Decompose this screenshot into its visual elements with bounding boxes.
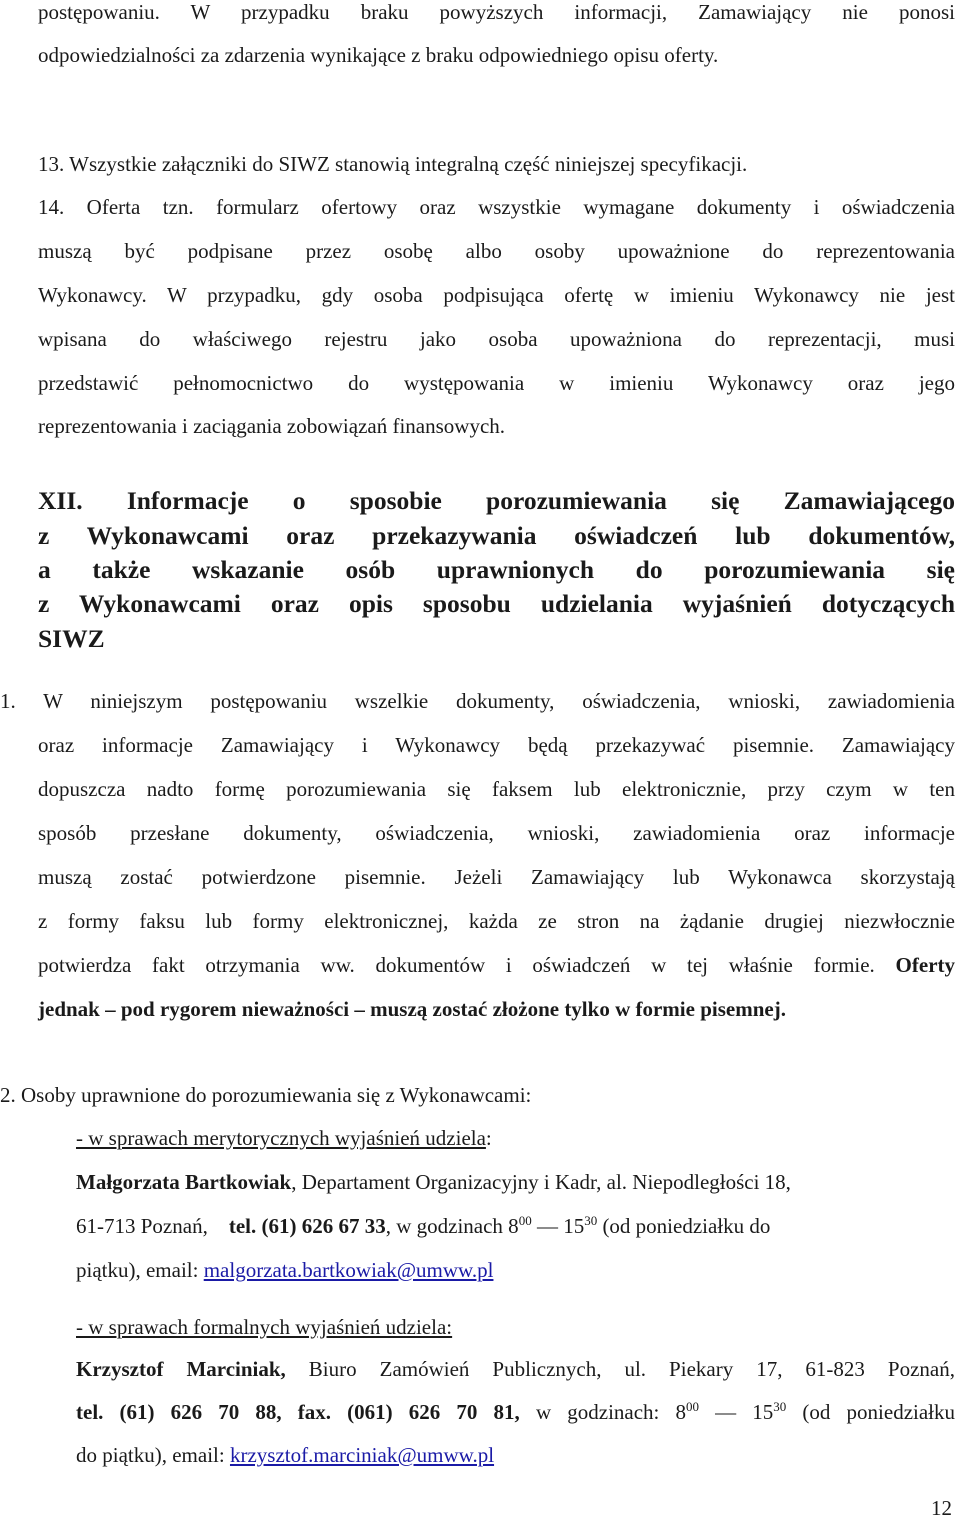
person-2-email-link[interactable]: krzysztof.marciniak@umww.pl xyxy=(229,1443,495,1467)
person-2-hours-sup-2: 30 xyxy=(773,1399,787,1414)
person-1-line-1 xyxy=(76,1170,791,1195)
person-1-line-2 xyxy=(76,1214,770,1239)
sub-heading-substantive-text: - w sprawach merytorycznych wyjaśnień udziela xyxy=(76,1126,486,1150)
item-14-line-2: muszą być podpisane przez osobę albo osoby upoważnione do reprezentowania xyxy=(38,239,955,263)
person-1-email-link[interactable]: malgorzata.bartkowiak@umww.pl xyxy=(203,1258,494,1282)
point-1-line-1: 1. W niniejszym postępowaniu wszelkie dokumenty, oświadczenia, wnioski, zawiadomienia xyxy=(0,689,955,713)
point-1-line-2: oraz informacje Zamawiający i Wykonawcy będą przekazywać pisemnie. Zamawiający xyxy=(38,733,955,757)
sub-heading-substantive xyxy=(76,1126,492,1151)
section-heading-line-4: z Wykonawcami oraz opis sposobu udzielania wyjaśnień dotyczących xyxy=(38,589,955,618)
item-14-line-5: przedstawić pełnomocnictwo do występowania w imieniu Wykonawcy oraz jego xyxy=(38,371,955,395)
person-1-line-3 xyxy=(76,1258,493,1283)
item-13: 13. Wszystkie załączniki do SIWZ stanowią integralną część niniejszej specyfikacji. xyxy=(38,152,748,176)
person-1-hours-sup-1: 00 xyxy=(518,1213,532,1228)
sub-heading-formal: - w sprawach formalnych wyjaśnień udziela: xyxy=(76,1315,453,1339)
point-1-line-7-text: potwierdza fakt otrzymania ww. dokumentów i oświadczeń w tej właśnie formie. xyxy=(38,953,875,977)
person-2-hours-sup-1: 00 xyxy=(686,1399,700,1414)
person-1-hours-dash: — 15 xyxy=(531,1214,585,1238)
point-1-line-3: dopuszcza nadto formę porozumiewania się faksem lub elektronicznie, przy czym w ten xyxy=(38,777,955,801)
section-heading-line-2: z Wykonawcami oraz przekazywania oświadczeń lub dokumentów, xyxy=(38,521,955,550)
sub-heading-substantive-colon: : xyxy=(485,1126,492,1150)
item-14-line-1: 14. Oferta tzn. formularz ofertowy oraz wszystkie wymagane dokumenty i oświadczenia xyxy=(38,195,955,219)
point-1-line-6: z formy faksu lub formy elektronicznej, każda ze stron na żądanie drugiej niezwłocznie xyxy=(38,909,955,933)
person-2-tel-fax: tel. (61) 626 70 88, fax. (061) 626 70 81, xyxy=(76,1400,520,1424)
section-heading-line-1: XII. Informacje o sposobie porozumiewania się Zamawiającego xyxy=(38,486,955,515)
intro-line-2: odpowiedzialności za zdarzenia wynikające z braku odpowiedniego opisu oferty. xyxy=(38,43,719,67)
item-14-line-3: Wykonawcy. W przypadku, gdy osoba podpisująca ofertę w imieniu Wykonawcy nie jest xyxy=(38,283,955,307)
person-2-line-1 xyxy=(76,1357,955,1382)
point-1-line-7 xyxy=(38,953,955,978)
page-number: 12 xyxy=(931,1496,952,1520)
person-2-hours-pre: w godzinach: 8 xyxy=(519,1400,687,1424)
person-2-line-2 xyxy=(76,1400,955,1425)
section-heading-line-5: SIWZ xyxy=(38,624,105,653)
person-2-dept: Biuro Zamówień Publicznych, ul. Piekary 17, 61-823 Poznań, xyxy=(285,1357,955,1381)
point-1-line-4: sposób przesłane dokumenty, oświadczenia, wnioski, zawiadomienia oraz informacje xyxy=(38,821,955,845)
point-1-line-8: jednak – pod rygorem nieważności – muszą zostać złożone tylko w formie pisemnej. xyxy=(38,997,786,1021)
point-1-line-7-bold: Oferty xyxy=(895,953,956,977)
person-2-line-3 xyxy=(76,1443,494,1468)
person-1-email-label: piątku), email: xyxy=(76,1258,204,1282)
item-14-line-6: reprezentowania i zaciągania zobowiązań finansowych. xyxy=(38,414,506,438)
person-2-hours-post: (od poniedziałku xyxy=(786,1400,956,1424)
item-14-line-4: wpisana do właściwego rejestru jako osoba upoważniona do reprezentacji, musi xyxy=(38,327,955,351)
person-1-hours-pre: , w godzinach 8 xyxy=(385,1214,519,1238)
section-heading-line-3: a także wskazanie osób uprawnionych do porozumiewania się xyxy=(38,555,955,584)
person-2-name: Krzysztof Marciniak, xyxy=(76,1357,286,1381)
person-1-dept: , Departament Organizacyjny i Kadr, al. Niepodległości 18, xyxy=(291,1170,791,1194)
person-1-name: Małgorzata Bartkowiak xyxy=(76,1170,292,1194)
person-2-hours-dash: — 15 xyxy=(699,1400,774,1424)
point-1-line-5: muszą zostać potwierdzone pisemnie. Jeżeli Zamawiający lub Wykonawca skorzystają xyxy=(38,865,955,889)
person-1-hours-post: (od poniedziałku do xyxy=(597,1214,771,1238)
person-1-tel: tel. (61) 626 67 33 xyxy=(228,1214,386,1238)
person-2-email-label: do piątku), email: xyxy=(76,1443,230,1467)
intro-line-1: postępowaniu. W przypadku braku powyższych informacji, Zamawiający nie ponosi xyxy=(38,0,955,24)
point-2-intro: 2. Osoby uprawnione do porozumiewania się z Wykonawcami: xyxy=(0,1083,532,1107)
person-1-hours-sup-2: 30 xyxy=(584,1213,598,1228)
person-1-city: 61-713 Poznań, xyxy=(76,1214,208,1238)
